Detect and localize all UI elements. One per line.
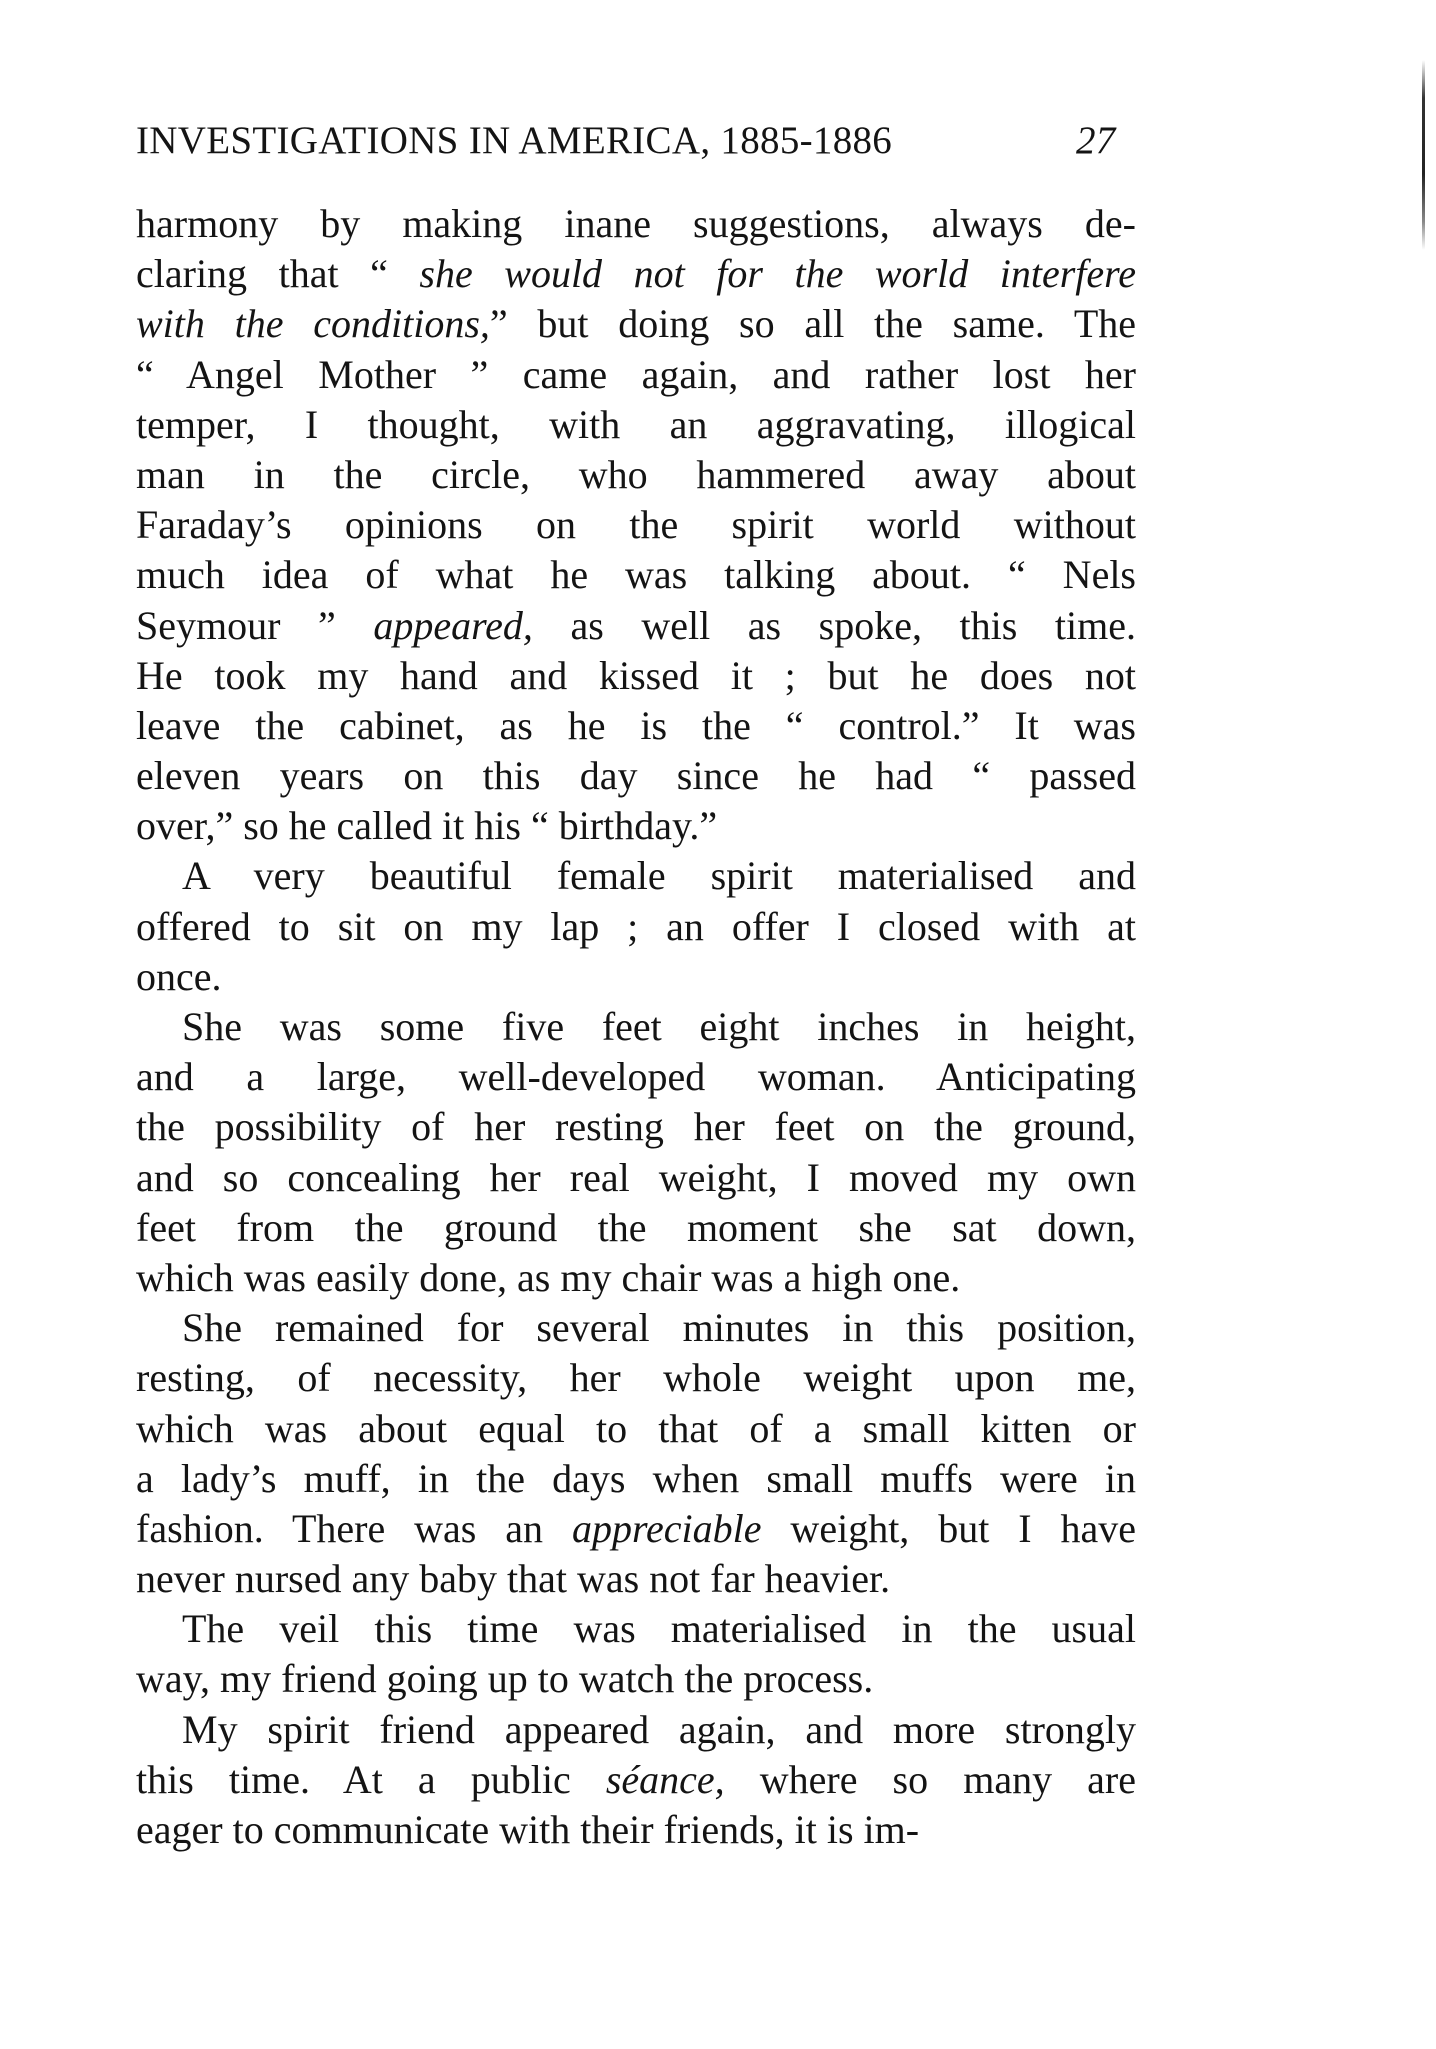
text-line	[136, 500, 1136, 550]
text-line	[136, 1805, 1136, 1855]
text-run: appreciable	[571, 1505, 762, 1551]
text-run: My spirit friend appeared again, and more strongly	[182, 1706, 1136, 1752]
text-line	[136, 400, 1136, 450]
text-line	[136, 651, 1136, 701]
text-run: resting, of necessity, her whole weight upon me,	[136, 1355, 1136, 1401]
paragraph	[136, 1002, 1136, 1303]
text-run: which was about equal to that of a small kitten or	[136, 1405, 1136, 1451]
text-run: eleven years on this day since he had “ passed	[136, 753, 1136, 799]
text-run: She was some five feet eight inches in height,	[182, 1004, 1136, 1049]
text-line	[136, 199, 1136, 249]
text-line	[136, 851, 1136, 901]
paragraph	[136, 1604, 1136, 1704]
text-run: the possibility of her resting her feet on the ground,	[136, 1104, 1136, 1150]
text-line	[136, 1504, 1136, 1554]
text-run: and so concealing her real weight, I moved my own	[136, 1154, 1136, 1200]
text-line	[136, 1203, 1136, 1253]
text-line	[136, 1604, 1136, 1654]
text-run: A very beautiful female spirit materialised and	[182, 853, 1136, 899]
text-run: weight, but I have	[761, 1505, 1136, 1551]
text-line	[136, 350, 1136, 400]
text-line	[136, 1052, 1136, 1102]
text-line	[136, 1454, 1136, 1504]
page-number: 27	[1076, 119, 1116, 162]
paragraph	[136, 851, 1136, 1002]
text-run: over,” so he called it his “ birthday.”	[136, 803, 718, 849]
text-run: feet from the ground the moment she sat down,	[136, 1204, 1136, 1250]
text-run: harmony by making inane suggestions, always de-	[136, 201, 1136, 246]
running-head	[136, 118, 1136, 174]
text-line	[136, 952, 1136, 1002]
text-run: séance,	[605, 1756, 725, 1802]
text-line	[136, 1353, 1136, 1403]
running-head-title: INVESTIGATIONS IN AMERICA, 1885-1886	[136, 119, 893, 162]
text-run: He took my hand and kissed it ; but he does not	[136, 652, 1136, 698]
text-line	[136, 1253, 1136, 1303]
text-line	[136, 1554, 1136, 1604]
text-run: Faraday’s opinions on the spirit world without	[136, 502, 1136, 548]
text-run: offered to sit on my lap ; an offer I closed with at	[136, 903, 1136, 949]
text-run: and a large, well-developed woman. Anticipating	[136, 1054, 1136, 1100]
text-run: fashion. There was an	[136, 1505, 572, 1551]
text-line	[136, 801, 1136, 851]
text-line	[136, 550, 1136, 600]
text-run: this time. At a public	[136, 1756, 606, 1802]
text-line	[136, 701, 1136, 751]
text-run: temper, I thought, with an aggravating, illogical	[136, 401, 1136, 447]
text-run: where so many are	[724, 1756, 1136, 1802]
text-run: a lady’s muff, in the days when small muffs were in	[136, 1455, 1136, 1501]
text-run: ” but doing so all the same. The	[489, 301, 1137, 347]
text-line	[136, 1102, 1136, 1152]
text-line	[136, 249, 1136, 299]
text-run: leave the cabinet, as he is the “ control.” It was	[136, 702, 1136, 748]
text-line	[136, 902, 1136, 952]
text-line	[136, 1654, 1136, 1704]
text-run: which was easily done, as my chair was a high one.	[136, 1254, 961, 1300]
text-run: she would not for the world interfere	[419, 251, 1136, 297]
paragraph	[136, 1705, 1136, 1856]
text-run: man in the circle, who hammered away about	[136, 451, 1136, 497]
text-run: She remained for several minutes in this position,	[182, 1305, 1136, 1351]
text-line	[136, 1404, 1136, 1454]
text-line	[136, 1755, 1136, 1805]
text-line	[136, 1303, 1136, 1353]
page-edge-mark	[1422, 60, 1425, 250]
text-run: The veil this time was materialised in the usual	[182, 1606, 1136, 1652]
text-run: claring that “	[136, 251, 420, 297]
body-text	[136, 199, 1136, 1855]
text-run: Seymour ”	[136, 602, 374, 648]
text-line	[136, 751, 1136, 801]
text-run: never nursed any baby that was not far heavier.	[136, 1556, 891, 1602]
text-run: “ Angel Mother ” came again, and rather lost her	[136, 351, 1136, 397]
text-run: way, my friend going up to watch the process.	[136, 1656, 874, 1702]
text-run: appeared,	[373, 602, 533, 648]
text-line	[136, 450, 1136, 500]
text-line	[136, 1705, 1136, 1755]
text-line	[136, 601, 1136, 651]
text-run: much idea of what he was talking about. “ Nels	[136, 552, 1136, 598]
paragraph	[136, 199, 1136, 851]
text-run: as well as spoke, this time.	[532, 602, 1136, 648]
text-line	[136, 1153, 1136, 1203]
text-run: with the conditions,	[136, 301, 490, 347]
text-run: once.	[136, 953, 222, 999]
paragraph	[136, 1303, 1136, 1604]
text-line	[136, 1002, 1136, 1052]
text-line	[136, 299, 1136, 349]
text-run: eager to communicate with their friends, it is im-	[136, 1807, 920, 1852]
